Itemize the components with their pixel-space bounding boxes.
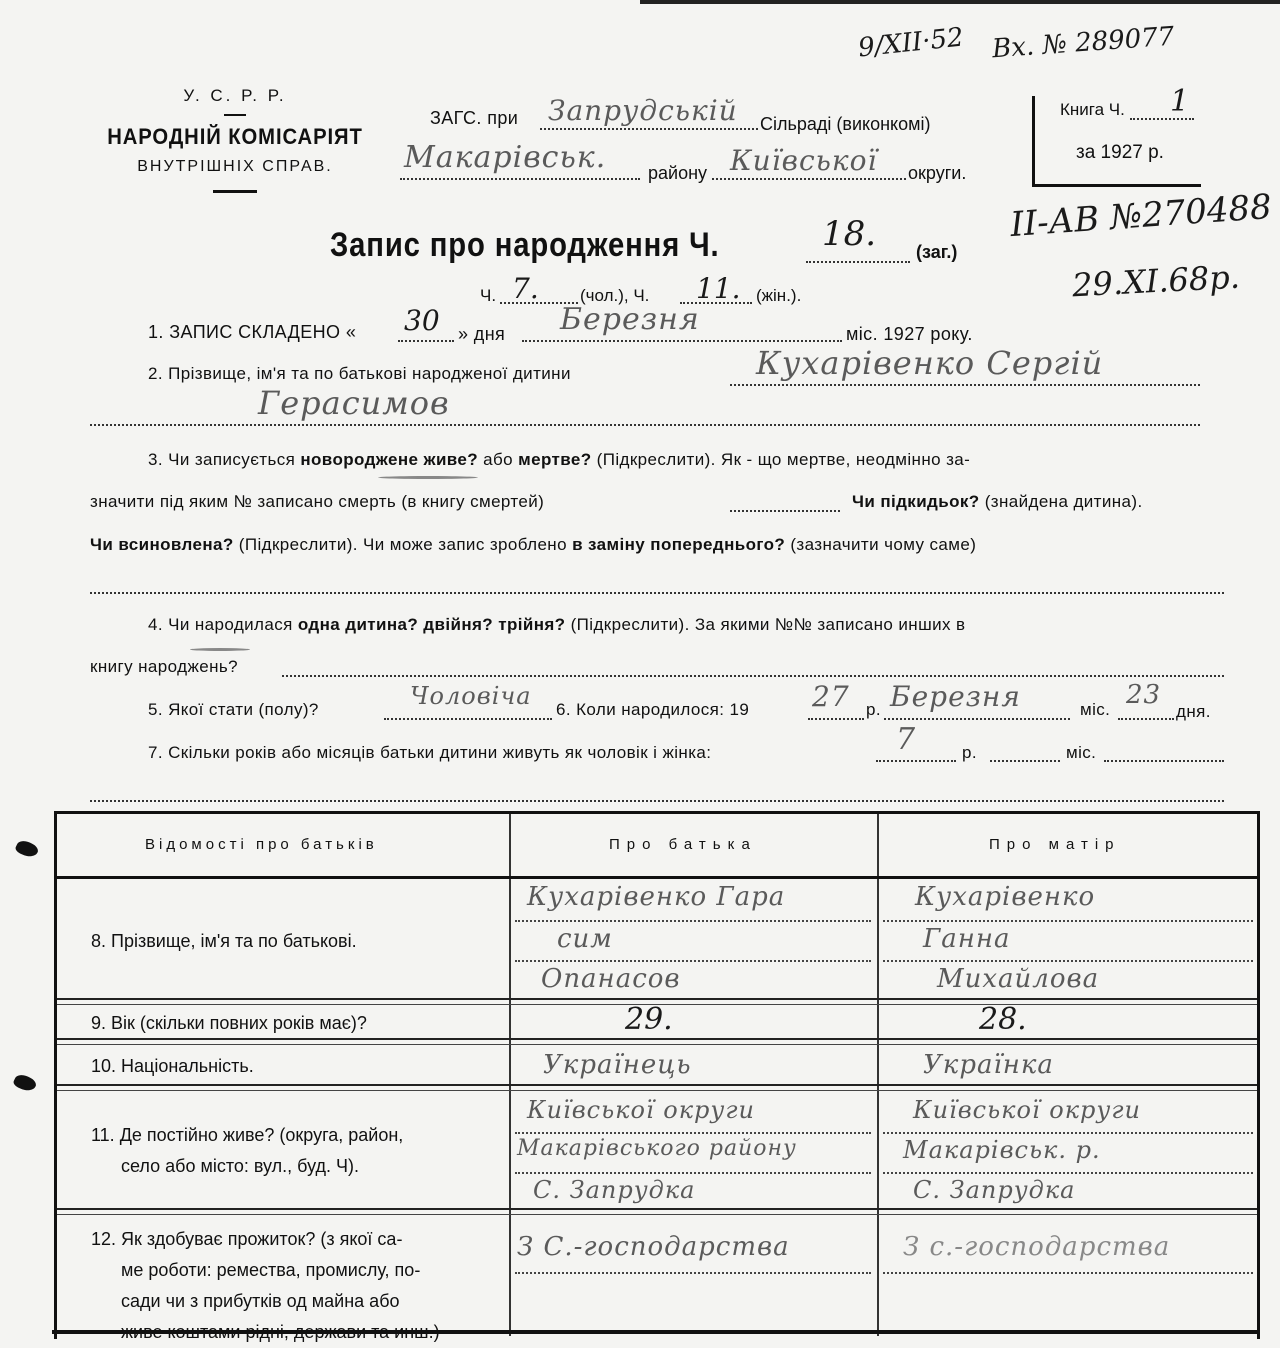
field3-line2 <box>90 492 544 512</box>
male-count-value: 7. <box>512 272 539 305</box>
field6-day-value: 23 <box>1126 680 1162 710</box>
field6-year-line <box>808 718 864 720</box>
field7-years-label: р. <box>962 743 977 762</box>
field7-months-label: міс. <box>1066 743 1097 762</box>
field3-death-number-line <box>730 510 840 512</box>
book-year-label: за 1927 р. <box>1076 142 1164 163</box>
field4-numbers-line <box>282 675 1224 677</box>
field4-text: 4. Чи народилася <box>148 615 298 634</box>
page-title: Запис про народження Ч. <box>330 226 720 264</box>
row11-label-line1: 11. Де постійно живе? (округа, район, <box>91 1125 404 1145</box>
village-council-line <box>540 128 758 130</box>
book-number-value: 1 <box>1170 84 1190 119</box>
row12-mother-line <box>883 1272 1253 1274</box>
field3-line3 <box>90 535 976 555</box>
column-header-father: Про батька <box>609 836 757 853</box>
row11-father-line2 <box>515 1172 871 1174</box>
column-divider <box>877 814 879 1336</box>
field7-months-line <box>990 760 1060 762</box>
row8-father-line1 <box>515 920 871 922</box>
field3-text: значити під яким № записано смерть (в книгу смертей) <box>90 492 545 511</box>
row11-mother-village: С. Запрудка <box>913 1176 1076 1204</box>
field2-value-line1: Кухарівенко Сергій <box>756 344 1104 382</box>
field3-stillborn: мертве? <box>518 450 592 469</box>
issuing-authority-header <box>90 86 380 193</box>
row11-mother-line1 <box>883 1132 1253 1134</box>
row-rule <box>57 1038 1257 1045</box>
row8-label: 8. Прізвище, ім'я та по батькові. <box>91 931 357 951</box>
row10-father-nationality: Українець <box>543 1050 692 1080</box>
row8-father-line2 <box>515 960 871 962</box>
row11-father-line1 <box>515 1132 871 1134</box>
row8-mother-line1 <box>883 920 1253 922</box>
field6-year-value: 27 <box>812 680 850 713</box>
row10-mother-nationality: Українка <box>923 1050 1054 1080</box>
field3-text: 3. Чи записується <box>148 450 301 469</box>
annotation-certificate-date: 29.XI.68р. <box>1071 257 1241 305</box>
row8-father-surname: Кухарівенко Гара <box>527 882 786 912</box>
field3-text: (Підкреслити). Чи може запис зроблено <box>233 535 573 554</box>
field6-year-label: р. <box>866 700 881 719</box>
row11-mother-district: Макарівськ. р. <box>903 1136 1101 1164</box>
book-label: Книга Ч. <box>1060 100 1125 119</box>
row11-mother-okrug: Київської округи <box>913 1096 1141 1124</box>
row8-mother-patronymic: Михайлова <box>937 964 1100 994</box>
column-header-mother: Про матір <box>989 836 1121 853</box>
commissariat-subtitle: ВНУТРІШНІХ СПРАВ. <box>137 158 333 175</box>
table-bottom-rule <box>52 1330 1258 1334</box>
field3-text: (зазначити чому саме) <box>785 535 977 554</box>
annotation-top-date: 9/XII·52 <box>856 22 965 64</box>
male-female-label: (чол.), Ч. <box>580 286 650 305</box>
field7-continuation-line <box>90 800 1224 802</box>
binding-hole-mark <box>12 1072 38 1094</box>
field3-replacement: в заміну попереднього? <box>572 535 786 554</box>
okrug-value: Київської <box>730 144 878 177</box>
record-number-value: 18. <box>822 214 877 254</box>
row12-label-line3: сади чи з прибутків од майна або <box>121 1291 400 1311</box>
field6-month-value: Березня <box>890 680 1021 713</box>
field3-reason-line <box>90 592 1224 594</box>
field6-day-label: дня. <box>1176 702 1211 721</box>
field6-month-label: міс. <box>1080 700 1111 719</box>
underline-mark <box>190 648 250 651</box>
field6-day-line <box>1118 718 1174 720</box>
row12-father-occupation: З С.-господарства <box>517 1232 790 1262</box>
column-header-parents-info: Відомості про батьків <box>145 836 378 853</box>
row11-label <box>91 1120 403 1182</box>
field7-label: 7. Скільки років або місяців батьки дитини живуть як чоловік і жінка: <box>148 743 712 762</box>
zags-label: ЗАГС. при <box>430 108 519 128</box>
scan-edge <box>640 0 1280 4</box>
okrug-label: округи. <box>908 163 967 183</box>
annotation-top-reference: Вх. № 289077 <box>991 21 1176 65</box>
record-number-suffix: (заг.) <box>916 242 958 262</box>
village-council-value: Запрудській <box>548 94 738 127</box>
field5-label: 5. Якої стати (полу)? <box>148 700 319 719</box>
row9-label: 9. Вік (скільки повних років має)? <box>91 1013 367 1033</box>
field5-line <box>384 718 552 720</box>
row8-father-name: сим <box>557 924 613 954</box>
republic-label: У. С. Р. Р. <box>183 86 287 105</box>
field4-options: одна дитина? двійня? трійня? <box>297 615 566 634</box>
field4-line1 <box>148 615 965 635</box>
binding-hole-mark <box>14 838 40 860</box>
commissariat-label: НАРОДНІЙ КОМІСАРІЯТ <box>107 124 363 149</box>
field3-text: або <box>478 450 519 469</box>
parents-table <box>54 811 1260 1339</box>
row-rule <box>57 1208 1257 1215</box>
field1-day-value: 30 <box>404 304 440 337</box>
field2-value-line2: Герасимов <box>258 384 450 422</box>
field1-day-label: » дня <box>458 324 506 344</box>
field4-line2: книгу народжень? <box>90 657 238 676</box>
row8-mother-name: Ганна <box>923 924 1011 954</box>
row12-father-line <box>515 1272 871 1274</box>
row8-mother-surname: Кухарівенко <box>915 882 1096 912</box>
column-divider <box>509 814 511 1336</box>
row11-father-district: Макарівського району <box>517 1136 797 1161</box>
row8-mother-line2 <box>883 960 1253 962</box>
header-rule <box>57 876 1257 879</box>
field5-value: Чоловіча <box>410 682 532 710</box>
row12-label-line1: 12. Як здобуває прожиток? (з якої са- <box>91 1229 403 1249</box>
row8-father-patronymic: Опанасов <box>541 964 681 994</box>
field3-line1 <box>148 450 970 470</box>
field1-label: 1. ЗАПИС СКЛАДЕНО « <box>148 322 357 342</box>
field2-line1 <box>730 384 1200 386</box>
district-value: Макарівськ. <box>404 140 607 175</box>
okrug-line <box>712 178 906 180</box>
row11-father-okrug: Київської округи <box>527 1096 755 1124</box>
field3-text: (знайдена дитина). <box>979 492 1143 511</box>
row9-father-age: 29. <box>625 1002 673 1037</box>
field7-extra-line <box>1104 760 1224 762</box>
male-count-label: Ч. <box>480 286 497 305</box>
row11-father-village: С. Запрудка <box>533 1176 696 1204</box>
row12-label-line2: ме роботи: ремества, промислу, по- <box>121 1260 421 1280</box>
field6-label: 6. Коли народилося: 19 <box>556 700 750 719</box>
row9-mother-age: 28. <box>979 1002 1027 1037</box>
record-number-line <box>806 261 910 263</box>
district-line <box>400 178 640 180</box>
field6-month-line <box>884 718 1070 720</box>
row-rule <box>57 1084 1257 1091</box>
field3-line2b <box>852 492 1143 512</box>
field1-month-line <box>522 340 842 342</box>
field7-years-value: 7 <box>896 722 917 757</box>
field3-live-newborn: новороджене живе? <box>300 450 479 469</box>
female-count-value: 11. <box>696 272 741 305</box>
divider <box>224 114 246 116</box>
annotation-certificate-series: II-АВ №270488 <box>1008 186 1273 246</box>
village-council-label: Сільраді (виконкомі) <box>760 114 931 134</box>
female-label: (жін.). <box>756 286 802 305</box>
row12-mother-occupation: З с.-господарства <box>903 1232 1171 1262</box>
field1-month-value: Березня <box>560 302 700 337</box>
row11-mother-line2 <box>883 1172 1253 1174</box>
field1-year-label: міс. 1927 року. <box>846 324 973 344</box>
field3-foundling: Чи підкидьок? <box>852 492 980 511</box>
district-label: району <box>648 163 708 183</box>
field7-years-line <box>876 760 956 762</box>
row10-label: 10. Національність. <box>91 1056 254 1076</box>
field2-label: 2. Прізвище, ім'я та по батькові народженої дитини <box>148 364 571 383</box>
row11-label-line2: село або місто: вул., буд. Ч). <box>121 1156 359 1176</box>
underline-mark <box>378 476 478 479</box>
field4-text: (Підкреслити). За якими №№ записано инших в <box>565 615 966 634</box>
field3-text: (Підкреслити). Як - що мертве, неодмінно за- <box>591 450 971 469</box>
divider <box>213 190 257 193</box>
field1-day-line <box>398 340 454 342</box>
field3-adopted: Чи всиновлена? <box>90 535 234 554</box>
field2-line2 <box>90 424 1200 426</box>
